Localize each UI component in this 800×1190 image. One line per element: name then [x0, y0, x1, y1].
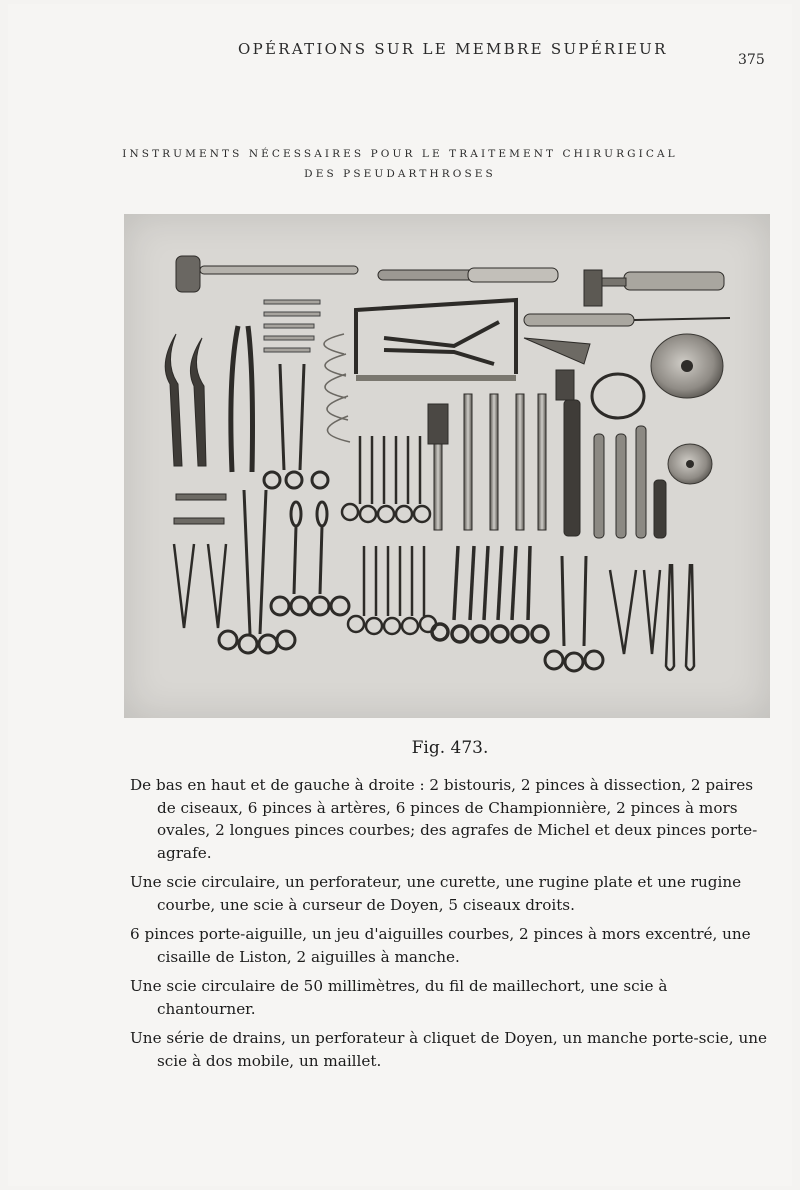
- bone-forceps: [231, 326, 253, 472]
- mallet: [176, 256, 358, 292]
- legend-paragraph: 6 pinces porte-aiguille, un jeu d'aiguilles courbes, 2 pinces à mors excentré, une cisaille de Liston, 2 aiguilles à manche.: [130, 925, 751, 966]
- running-title: OPÉRATIONS SUR LE MEMBRE SUPÉRIEUR: [238, 40, 668, 58]
- handled-needles-bottom: [666, 564, 694, 670]
- legend-paragraph: Une scie circulaire, un perforateur, une curette, une rugine plate et une rugine courbe, une scie à curseur de Doyen, 5 ciseaux droits.: [130, 873, 742, 914]
- plate-caption-line1: INSTRUMENTS NÉCESSAIRES POUR LE TRAITEMENT CHIRURGICAL: [122, 148, 678, 160]
- legend-paragraph: De bas en haut et de gauche à droite : 2 bistouris, 2 pinces à dissection, 2 paires de ciseaux, 6 pinces à artères, 6 pinces de Championnière, 2 pinces à mors ovales, 2 longues pinces courbes; des agrafes de Michel et deux pinces porte-agrafe.: [130, 776, 758, 862]
- maillechort-wire: [592, 374, 644, 418]
- eccentric-jaw-forceps: [545, 556, 603, 671]
- figure-legend: [130, 774, 770, 1079]
- frame-saw: [356, 300, 516, 378]
- figure-label: Fig. 473.: [411, 738, 489, 758]
- surgical-instruments-photograph: [124, 214, 770, 718]
- staple-forceps: [174, 494, 226, 524]
- scalpels: [610, 570, 660, 654]
- dissection-forceps: [174, 544, 226, 628]
- needle-holders-row: [432, 546, 548, 642]
- artery-forceps-bottom-left: [219, 490, 295, 653]
- michel-staples: [264, 300, 320, 352]
- legend-paragraph: Une série de drains, un perforateur à cliquet de Doyen, un manche porte-scie, une scie à dos mobile, un maillet.: [130, 1029, 767, 1070]
- rugine: [556, 370, 580, 536]
- artery-forceps-row: [348, 546, 436, 634]
- circular-saw-large: [651, 334, 723, 398]
- curved-needles: [324, 334, 350, 442]
- championniere-forceps-row: [342, 436, 430, 522]
- ratchet-perforator: [584, 270, 724, 306]
- liston-shears: [384, 322, 499, 364]
- long-curved-forceps: [165, 334, 206, 466]
- circular-saw-small: [668, 444, 712, 484]
- oval-jaw-forceps: [271, 502, 349, 615]
- handled-needles: [594, 426, 666, 538]
- scissors-pair: [264, 364, 328, 488]
- instruments-illustration: [124, 214, 770, 718]
- plate-caption-line2: DES PSEUDARTHROSES: [304, 168, 496, 180]
- saw-handle: [378, 268, 558, 282]
- legend-paragraph: Une scie circulaire de 50 millimètres, du fil de maillechort, une scie à chantourner.: [130, 977, 668, 1018]
- straight-chisels: [428, 394, 546, 530]
- page-number: 375: [738, 52, 765, 68]
